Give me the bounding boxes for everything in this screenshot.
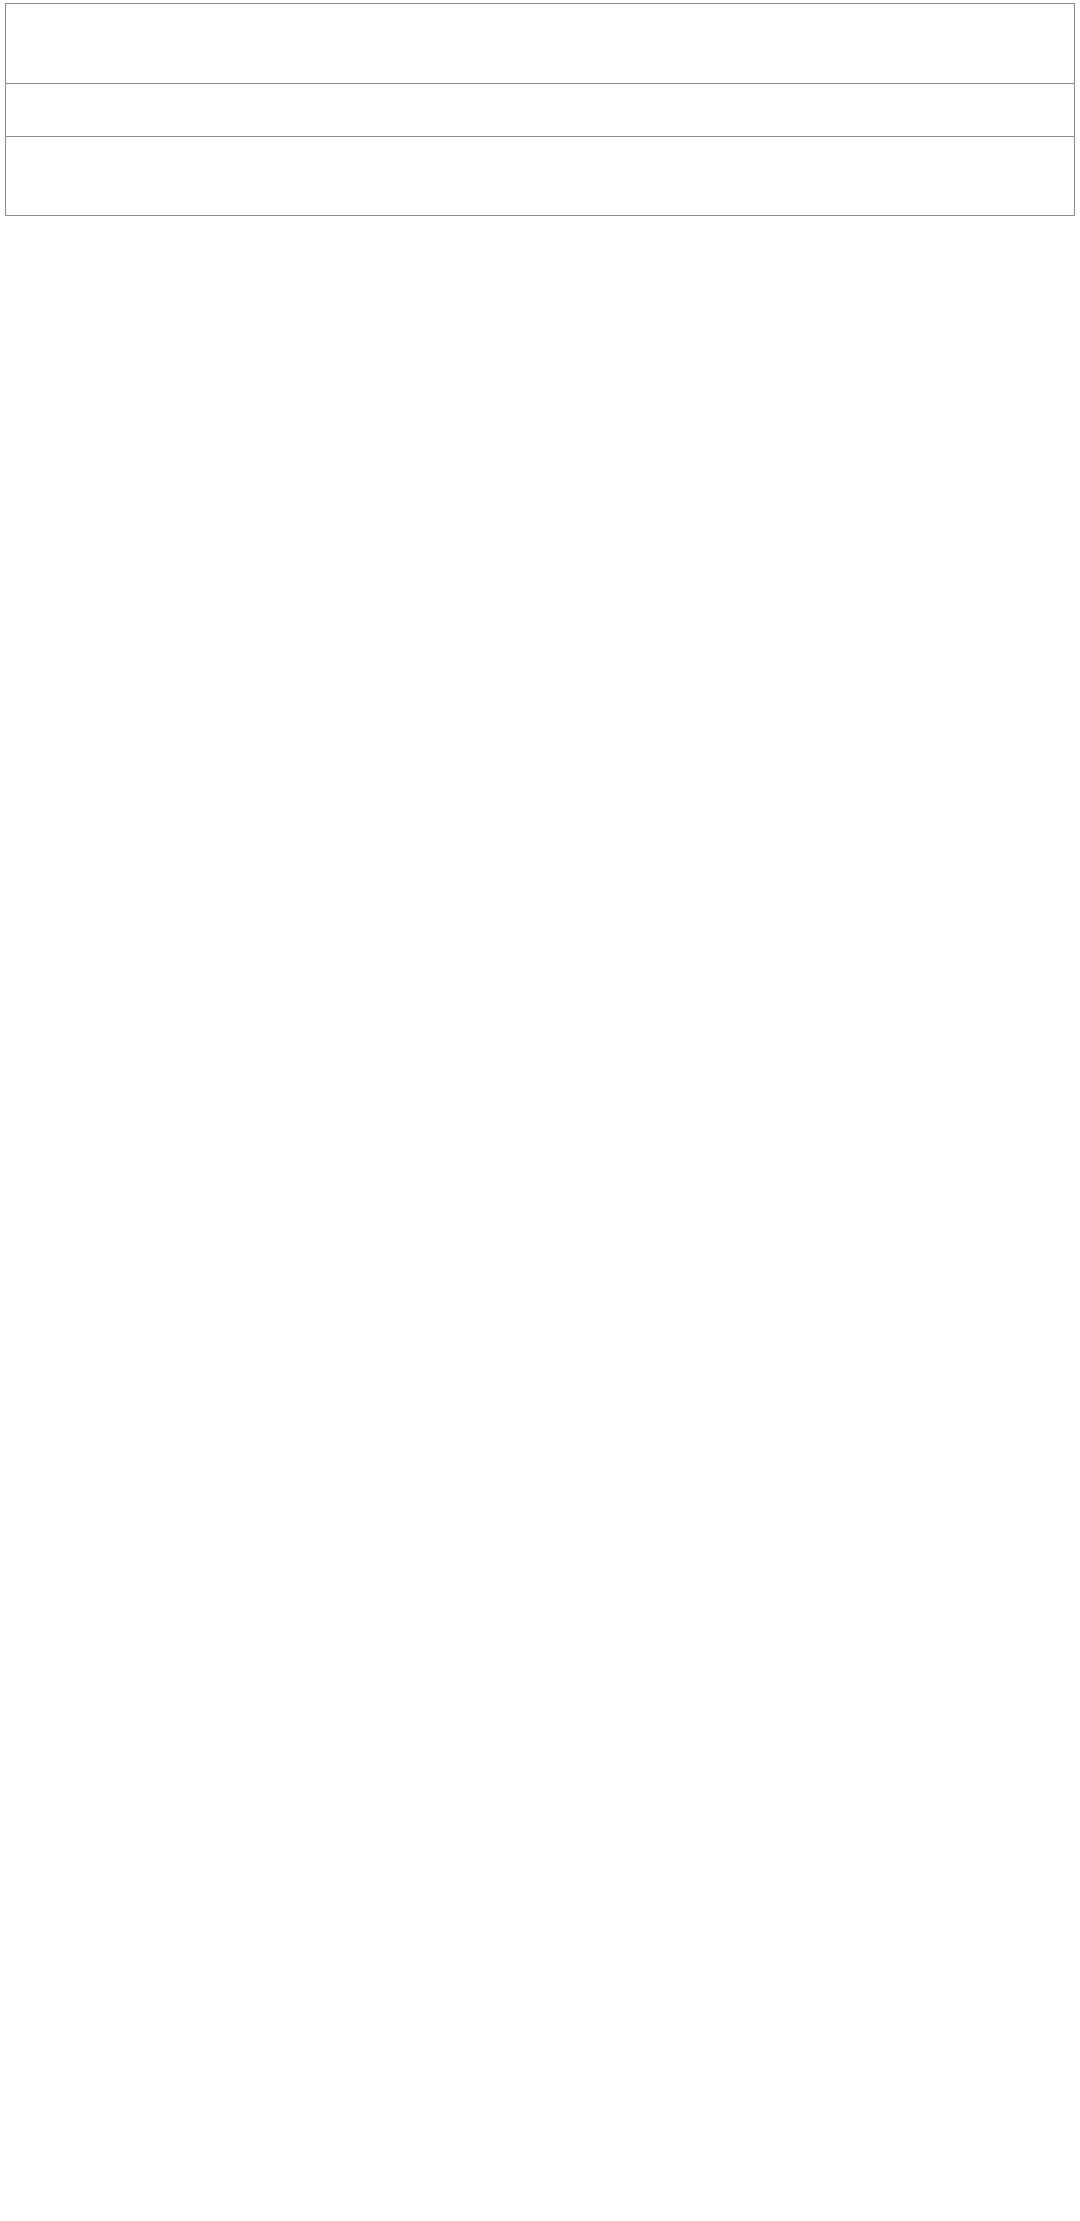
section-title-highway [5,136,1075,216]
page-title [5,3,1075,84]
report-bar [5,83,1075,137]
